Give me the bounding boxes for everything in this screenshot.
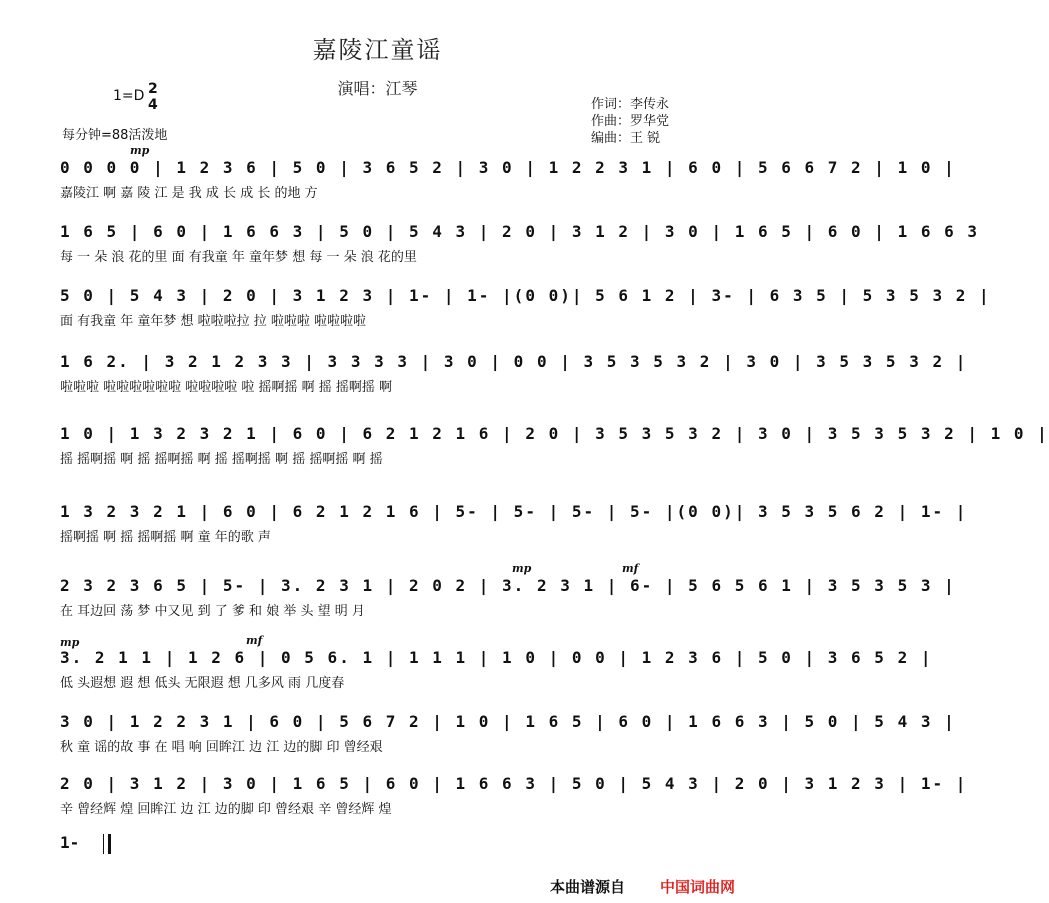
lyric-line: 辛 曾经辉 煌 回眸江 边 江 边的脚 印 曾经艰 辛 曾经辉 煌 <box>60 802 392 817</box>
score-system-10 <box>60 774 968 828</box>
lyric-line: 摇啊摇 啊 摇 摇啊摇 啊 童 年的歌 声 <box>60 530 271 545</box>
notation-line: 1 0 | 1 3 2 3 2 1 | 6 0 | 6 2 1 2 1 6 | 2 0 | 3 5 3 5 3 2 | 3 0 | 3 5 3 5 3 2 | 1 0 | <box>60 424 1049 443</box>
notation-line: 2 0 | 3 1 2 | 3 0 | 1 6 5 | 6 0 | 1 6 6 3 | 5 0 | 5 4 3 | 2 0 | 3 1 2 3 | 1- | <box>60 774 968 793</box>
notation-line: 3. 2 1 1 | 1 2 6 | 0 5 6. 1 | 1 1 1 | 1 0 | 0 0 | 1 2 3 6 | 5 0 | 3 6 5 2 | <box>60 648 933 667</box>
singer-credit: 演唱：江琴 <box>337 79 418 98</box>
source-label: 本曲谱源自 <box>550 878 626 896</box>
lyricist-credit: 作词：李传永 <box>591 97 670 112</box>
score-system-7 <box>60 562 956 630</box>
score-system-1 <box>60 144 956 212</box>
time-signature-bottom: 4 <box>148 97 158 113</box>
credits-block <box>591 96 669 147</box>
lyric-line: 摇 摇啊摇 啊 摇 摇啊摇 啊 摇 摇啊摇 啊 摇 摇啊摇 啊 摇 <box>60 452 383 467</box>
barline-thick <box>108 834 111 854</box>
barline-thin <box>103 834 104 854</box>
score-system-4 <box>60 352 968 406</box>
notation-line: 1 6 2. | 3 2 1 2 3 3 | 3 3 3 3 | 3 0 | 0 0 | 3 5 3 5 3 2 | 3 0 | 3 5 3 5 3 2 | <box>60 352 968 371</box>
dynamic-mp: mp <box>512 562 532 575</box>
lyric-line: 在 耳边回 荡 梦 中又见 到 了 爹 和 娘 举 头 望 明 月 <box>60 604 365 619</box>
arranger-credit: 编曲：王 锐 <box>591 131 661 146</box>
score-system-3 <box>60 286 991 340</box>
key-signature: 1=D <box>113 88 145 104</box>
lyric-line: 低 头遐想 遐 想 低头 无限遐 想 几多风 雨 几度春 <box>60 676 345 691</box>
notation-line: 3 0 | 1 2 2 3 1 | 6 0 | 5 6 7 2 | 1 0 | 1 6 5 | 6 0 | 1 6 6 3 | 5 0 | 5 4 3 | <box>60 712 956 731</box>
dynamic-mp: mp <box>130 144 150 157</box>
composer-credit: 作曲：罗华党 <box>591 114 670 129</box>
notation-line: 1 6 5 | 6 0 | 1 6 6 3 | 5 0 | 5 4 3 | 2 0 | 3 1 2 | 3 0 | 1 6 5 | 6 0 | 1 6 6 3 <box>60 222 979 241</box>
dynamic-mp: mp <box>60 636 80 649</box>
song-title: 嘉陵江童谣 <box>312 36 443 64</box>
tempo-marking: 每分钟=88活泼地 <box>62 128 168 143</box>
score-system-2 <box>60 222 979 276</box>
dynamic-mf: mf <box>246 634 263 647</box>
notation-line: 1 3 2 3 2 1 | 6 0 | 6 2 1 2 1 6 | 5- | 5- | 5- | 5- |(0 0)| 3 5 3 5 6 2 | 1- | <box>60 502 968 521</box>
lyric-line: 每 一 朵 浪 花的里 面 有我童 年 童年梦 想 每 一 朵 浪 花的里 <box>60 250 417 265</box>
notation-line: 5 0 | 5 4 3 | 2 0 | 3 1 2 3 | 1- | 1- |(0 0)| 5 6 1 2 | 3- | 6 3 5 | 5 3 5 3 2 | <box>60 286 991 305</box>
score-system-6 <box>60 502 968 556</box>
notation-line: 0 0 0 0 | 1 2 3 6 | 5 0 | 3 6 5 2 | 3 0 | 1 2 2 3 1 | 6 0 | 5 6 6 7 2 | 1 0 | <box>60 158 956 177</box>
final-measure <box>60 833 111 854</box>
lyric-line: 秋 童 谣的故 事 在 唱 响 回眸江 边 江 边的脚 印 曾经艰 <box>60 740 383 755</box>
lyric-line: 嘉陵江 啊 嘉 陵 江 是 我 成 长 成 长 的地 方 <box>60 186 318 201</box>
final-note: 1- <box>60 833 80 852</box>
notation-line: 2 3 2 3 6 5 | 5- | 3. 2 3 1 | 2 0 2 | 3. 2 3 1 | 6- | 5 6 5 6 1 | 3 5 3 5 3 | <box>60 576 956 595</box>
score-system-9 <box>60 712 956 766</box>
lyric-line: 啦啦啦 啦啦啦啦啦啦 啦啦啦啦 啦 摇啊摇 啊 摇 摇啊摇 啊 <box>60 380 393 395</box>
dynamic-mf: mf <box>622 562 639 575</box>
lyric-line: 面 有我童 年 童年梦 想 啦啦啦拉 拉 啦啦啦 啦啦啦啦 <box>60 314 367 329</box>
time-signature-top: 2 <box>148 81 158 97</box>
time-signature <box>148 81 158 113</box>
score-system-5 <box>60 424 1049 478</box>
score-system-8 <box>60 634 933 702</box>
site-link[interactable]: 中国词曲网 <box>660 878 736 896</box>
